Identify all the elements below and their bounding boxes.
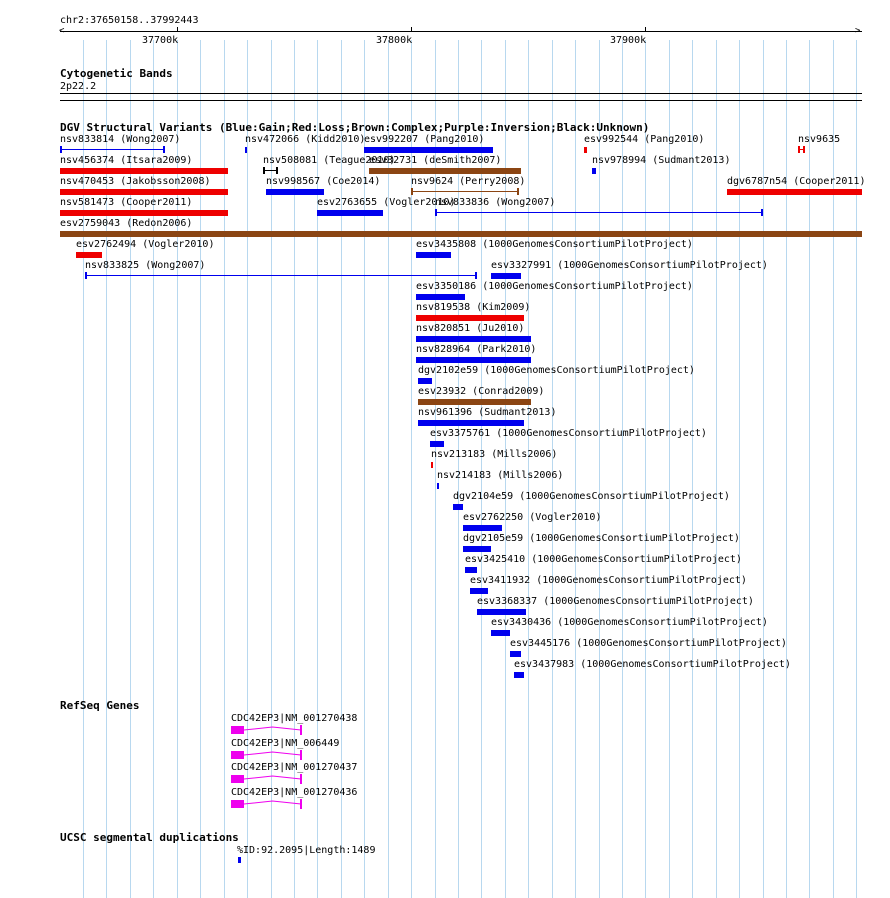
segdup-bar[interactable]: [238, 857, 241, 863]
ruler-tick: [411, 27, 412, 32]
sv-range-capr: [517, 188, 519, 195]
gene-model[interactable]: [231, 749, 303, 761]
sv-range-line: [435, 212, 763, 213]
sv-label[interactable]: nsv833825 (Wong2007): [85, 260, 206, 271]
cytoband-track-title: Cytogenetic Bands: [60, 67, 173, 80]
sv-range-glyph[interactable]: [60, 146, 165, 153]
sv-bar[interactable]: [418, 420, 524, 426]
sv-bar[interactable]: [60, 168, 228, 174]
sv-range-capl: [60, 146, 62, 153]
sv-range-capl: [85, 272, 87, 279]
sv-bar[interactable]: [491, 273, 521, 279]
sv-range-capr: [475, 272, 477, 279]
sv-label[interactable]: dgv2102e59 (1000GenomesConsortiumPilotProject): [418, 365, 695, 376]
sv-label[interactable]: nsv828964 (Park2010): [416, 344, 537, 355]
sv-bar[interactable]: [369, 168, 521, 174]
sv-label[interactable]: nsv978994 (Sudmant2013): [592, 155, 731, 166]
sv-range-capr: [803, 146, 805, 153]
location-label: chr2:37650158..37992443: [60, 15, 199, 26]
sv-range-capl: [798, 146, 800, 153]
gene-intron: [244, 776, 301, 779]
sv-label[interactable]: esv32731 (deSmith2007): [369, 155, 502, 166]
gene-label[interactable]: CDC42EP3|NM_001270436: [231, 786, 358, 798]
sv-bar[interactable]: [416, 294, 465, 300]
gene-label[interactable]: CDC42EP3|NM_001270438: [231, 713, 358, 724]
segdup-track-title: UCSC segmental duplications: [60, 831, 239, 844]
ruler-tick: [645, 27, 646, 32]
sv-range-glyph[interactable]: [798, 146, 805, 153]
gene-model[interactable]: [231, 773, 303, 785]
sv-label[interactable]: nsv833814 (Wong2007): [60, 134, 181, 145]
ruler-tick: [177, 27, 178, 32]
gene-exon: [231, 775, 244, 783]
sv-range-capr: [761, 209, 763, 216]
sv-bar[interactable]: [245, 147, 247, 153]
sv-bar[interactable]: [416, 315, 524, 321]
sv-bar[interactable]: [416, 336, 531, 342]
sv-label[interactable]: esv3350186 (1000GenomesConsortiumPilotProject): [416, 281, 693, 292]
gene-intron: [244, 727, 301, 730]
ruler-line: [60, 31, 862, 32]
dgv-track-title: DGV Structural Variants (Blue:Gain;Red:Loss;Brown:Complex;Purple:Inversion;Black:Unknown): [60, 121, 650, 134]
sv-label[interactable]: nsv833836 (Wong2007): [435, 197, 556, 208]
gene-model[interactable]: [231, 724, 303, 736]
gene-label[interactable]: CDC42EP3|NM_001270437: [231, 762, 358, 773]
sv-label[interactable]: esv992544 (Pang2010): [584, 134, 705, 145]
cytoband-label[interactable]: 2p22.2: [60, 81, 97, 92]
sv-label[interactable]: esv3430436 (1000GenomesConsortiumPilotProject): [491, 617, 768, 628]
sv-bar[interactable]: [60, 231, 862, 237]
sv-label[interactable]: nsv820851 (Ju2010): [416, 323, 525, 334]
sv-bar[interactable]: [477, 609, 526, 615]
sv-range-line: [60, 149, 165, 150]
sv-range-capr: [276, 167, 278, 174]
segdup-label[interactable]: %ID:92.2095|Length:1489: [237, 845, 376, 856]
sv-bar[interactable]: [491, 630, 510, 636]
sv-range-capr: [163, 146, 165, 153]
gene-exon-end: [300, 750, 302, 760]
cytoband-divider-top: [60, 93, 862, 94]
sv-bar[interactable]: [76, 252, 102, 258]
sv-bar[interactable]: [416, 252, 451, 258]
sv-range-capl: [411, 188, 413, 195]
gene-exon-end: [300, 774, 302, 784]
gene-label[interactable]: CDC42EP3|NM_006449: [231, 737, 340, 749]
sv-label[interactable]: esv3435808 (1000GenomesConsortiumPilotProject): [416, 239, 693, 250]
sv-label[interactable]: nsv581473 (Cooper2011): [60, 197, 193, 208]
sv-label[interactable]: nsv9635: [798, 134, 841, 145]
sv-label[interactable]: dgv2104e59 (1000GenomesConsortiumPilotProject): [453, 491, 730, 502]
sv-label[interactable]: esv2763655 (Vogler2010): [317, 197, 456, 208]
ruler-tick-label: 37900k: [610, 35, 647, 46]
sv-label[interactable]: nsv961396 (Sudmant2013): [418, 407, 557, 418]
cytoband-divider-bottom: [60, 100, 862, 101]
sv-bar[interactable]: [463, 525, 502, 531]
sv-label[interactable]: nsv456374 (Itsara2009): [60, 155, 193, 166]
sv-label[interactable]: nsv508081 (Teague2010): [263, 155, 396, 166]
sv-range-capl: [435, 209, 437, 216]
sv-label[interactable]: esv3445176 (1000GenomesConsortiumPilotProject): [510, 638, 787, 649]
gene-model[interactable]: [231, 798, 303, 810]
sv-bar[interactable]: [584, 147, 587, 153]
sv-bar[interactable]: [470, 588, 488, 594]
sv-bar[interactable]: [266, 189, 324, 195]
gene-exon: [231, 800, 244, 808]
sv-bar[interactable]: [431, 462, 433, 468]
sv-bar[interactable]: [60, 189, 228, 195]
gene-exon-end: [300, 799, 302, 809]
sv-range-capl: [263, 167, 265, 174]
sv-bar[interactable]: [430, 441, 444, 447]
sv-label[interactable]: dgv2105e59 (1000GenomesConsortiumPilotProject): [463, 533, 740, 544]
sv-bar[interactable]: [727, 189, 862, 195]
gene-exon: [231, 751, 244, 759]
sv-bar[interactable]: [463, 546, 491, 552]
sv-bar[interactable]: [418, 399, 531, 405]
refseq-track-title: RefSeq Genes: [60, 699, 140, 712]
sv-label[interactable]: esv3368337 (1000GenomesConsortiumPilotProject): [477, 596, 754, 607]
sv-bar[interactable]: [317, 210, 383, 216]
sv-label[interactable]: esv992207 (Pang2010): [364, 134, 485, 145]
sv-label[interactable]: nsv214183 (Mills2006): [437, 470, 564, 481]
sv-label[interactable]: esv3327991 (1000GenomesConsortiumPilotProject): [491, 260, 768, 271]
sv-range-line: [411, 191, 519, 192]
sv-label[interactable]: esv3411932 (1000GenomesConsortiumPilotProject): [470, 575, 747, 586]
sv-bar[interactable]: [416, 357, 531, 363]
sv-bar[interactable]: [465, 567, 477, 573]
ruler-left-arrow-icon[interactable]: <: [59, 26, 65, 36]
sv-bar[interactable]: [514, 672, 524, 678]
sv-label[interactable]: nsv472066 (Kidd2010): [245, 134, 366, 145]
sv-label[interactable]: nsv9624 (Perry2008): [411, 176, 526, 187]
sv-range-glyph[interactable]: [263, 167, 278, 174]
sv-bar[interactable]: [418, 378, 432, 384]
ruler-tick-label: 37700k: [142, 35, 179, 46]
sv-label[interactable]: nsv213183 (Mills2006): [431, 449, 558, 460]
sv-range-glyph[interactable]: [411, 188, 519, 195]
sv-bar[interactable]: [60, 210, 228, 216]
gene-exon: [231, 726, 244, 734]
sv-bar[interactable]: [364, 147, 493, 153]
sv-bar[interactable]: [510, 651, 521, 657]
ruler-right-arrow-icon[interactable]: >: [855, 26, 861, 36]
sv-bar[interactable]: [453, 504, 463, 510]
gene-intron: [244, 752, 301, 755]
sv-label[interactable]: nsv998567 (Coe2014): [266, 176, 381, 187]
sv-range-line: [85, 275, 477, 276]
sv-label[interactable]: esv2762250 (Vogler2010): [463, 512, 602, 523]
sv-label[interactable]: esv23932 (Conrad2009): [418, 386, 545, 397]
sv-bar[interactable]: [437, 483, 439, 489]
ruler-tick-label: 37800k: [376, 35, 413, 46]
sv-label[interactable]: nsv819538 (Kim2009): [416, 302, 531, 313]
sv-bar[interactable]: [592, 168, 596, 174]
sv-range-glyph[interactable]: [85, 272, 477, 279]
sv-label[interactable]: nsv470453 (Jakobsson2008): [60, 176, 211, 187]
sv-range-glyph[interactable]: [435, 209, 763, 216]
sv-label[interactable]: esv3437983 (1000GenomesConsortiumPilotProject): [514, 659, 791, 670]
sv-label[interactable]: esv2762494 (Vogler2010): [76, 239, 215, 250]
sv-label[interactable]: dgv6787n54 (Cooper2011): [727, 176, 866, 187]
gene-intron: [244, 801, 301, 804]
sv-label[interactable]: esv3375761 (1000GenomesConsortiumPilotProject): [430, 428, 707, 439]
sv-label[interactable]: esv3425410 (1000GenomesConsortiumPilotProject): [465, 554, 742, 565]
sv-label[interactable]: esv2759043 (Redon2006): [60, 218, 193, 229]
gene-exon-end: [300, 725, 302, 735]
